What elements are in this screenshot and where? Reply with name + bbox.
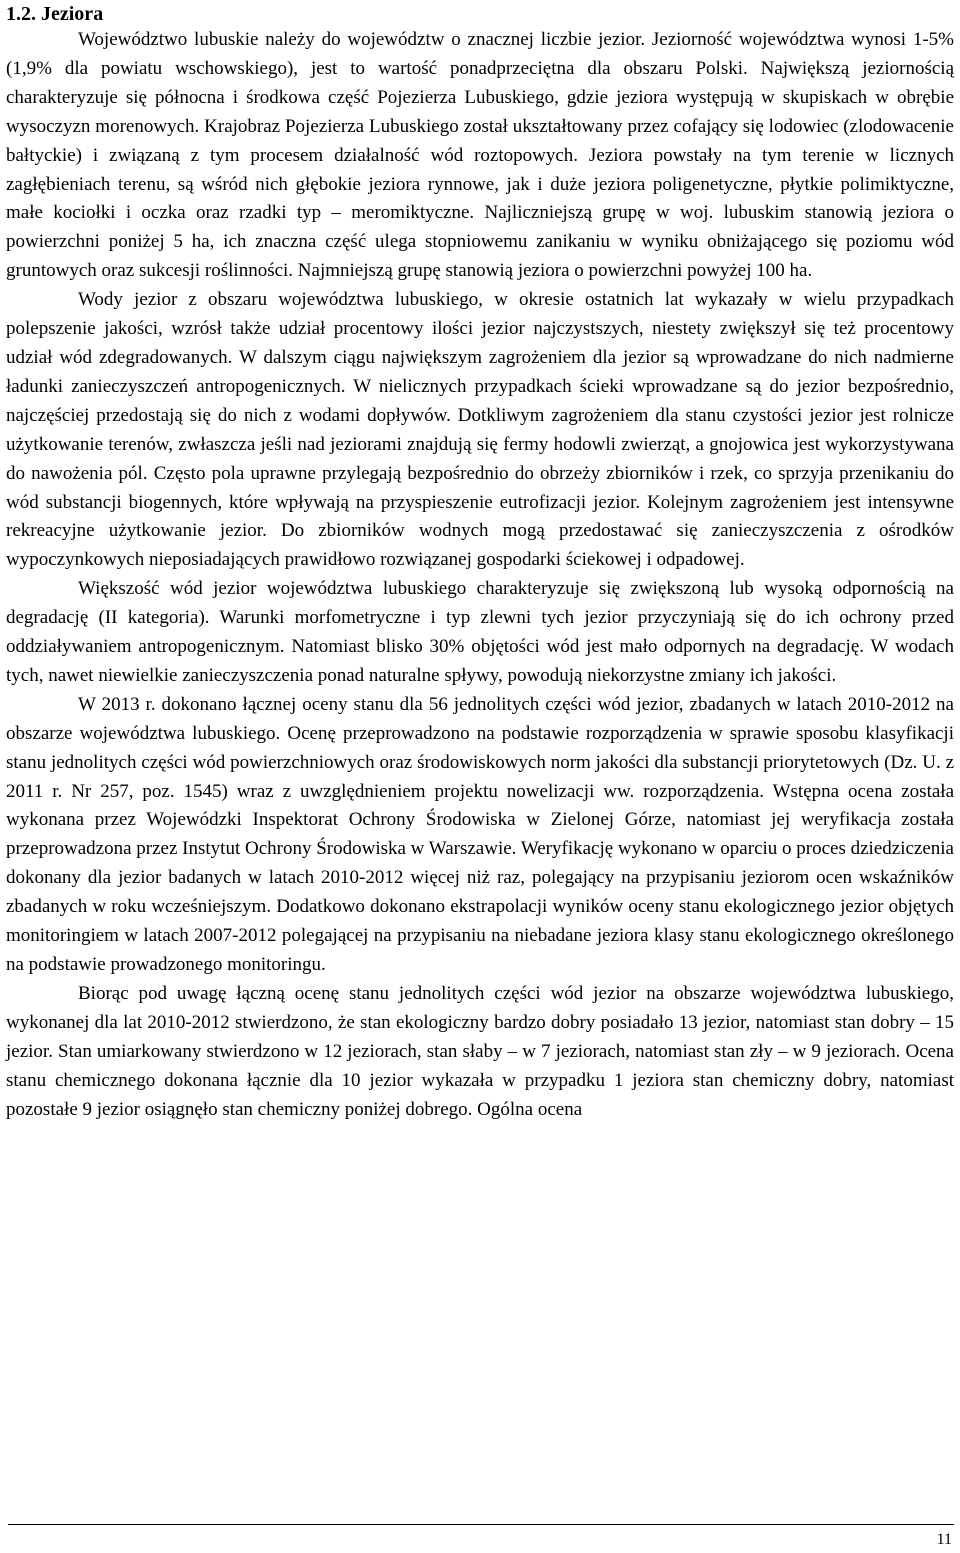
paragraph-lakes-overview: Województwo lubuskie należy do województw o znacznej liczbie jezior. Jeziorność województwa wynosi 1-5% (1,9% dla powiatu wschowskiego), jest to wartość ponadprzeciętna dla obszaru Polski. Największą jeziornością charakteryzuje się północna i środkowa część Pojezierza Lubuskiego, gdzie jeziora występują w skupiskach w obrębie wysoczyzn morenowych. Krajobraz Pojezierza Lubuskiego został ukształtowany przez cofający się lodowiec (zlodowacenie bałtyckie) i związaną z tym procesem działalność wód roztopowych. Jeziora powstały na tym terenie w licznych zagłębieniach terenu, są wśród nich głębokie jeziora rynnowe, jak i duże jeziora poligenetyczne, płytkie polimiktyczne, małe kociołki i oczka oraz rzadki typ – meromiktyczne. Najliczniejszą grupę w woj. lubuskim stanowią jeziora o powierzchni poniżej 5 ha, ich znaczna część ulega stopniowemu zanikaniu w wyniku obniżającego się poziomu wód gruntowych oraz sukcesji roślinności. Najmniejszą grupę stanowią jeziora o powierzchni powyżej 100 ha. <box>6 29 954 282</box>
paragraph-2013-assessment: W 2013 r. dokonano łącznej oceny stanu dla 56 jednolitych części wód jezior, zbadanych w latach 2010-2012 na obszarze województwa lubuskiego. Ocenę przeprowadzono na podstawie rozporządzenia w sprawie sposobu klasyfikacji stanu jednolitych części wód powierzchniowych oraz środowiskowych norm jakości dla substancji priorytetowych (Dz. U. z 2011 r. Nr 257, poz. 1545) wraz z uwzględnieniem projektu nowelizacji ww. rozporządzenia. Wstępna ocena została wykonana przez Wojewódzki Inspektorat Ochrony Środowiska w Zielonej Górze, natomiast jej weryfikacja została przeprowadzona przez Instytut Ochrony Środowiska w Warszawie. Weryfikację wykonano w oparciu o proces dziedziczenia dokonany dla jezior badanych w latach 2010-2012 więcej niż raz, polegający na przypisaniu jeziorom ocen wskaźników zbadanych w roku wcześniejszym. Dodatkowo dokonano ekstrapolacji wyników oceny stanu ekologicznego jezior objętych monitoringiem w latach 2007-2012 polegającej na przypisaniu na niebadane jeziora klasy stanu ekologicznego określonego na podstawie prowadzonego monitoringu. <box>6 693 954 975</box>
paragraph-degradation-resistance: Większość wód jezior województwa lubuskiego charakteryzuje się zwiększoną lub wysoką odpornością na degradację (II kategoria). Warunki morfometryczne i typ zlewni tych jezior przyczyniają się do ich ochrony przed oddziaływaniem antropogenicznym. Natomiast blisko 30% objętości wód jest mało odpornych na degradację. W wodach tych, nawet niewielkie zanieczyszczenia ponad naturalne spływy, powodują niekorzystne zmiany ich jakości. <box>6 578 954 686</box>
page-number: 11 <box>936 1531 952 1548</box>
paragraph-water-quality-threats: Wody jezior z obszaru województwa lubuskiego, w okresie ostatnich lat wykazały w wielu przypadkach polepszenie jakości, wzrósł także udział procentowy ilości jezior najczystszych, niestety zwiększył się też procentowy udział wód zdegradowanych. W dalszym ciągu największym zagrożeniem dla jezior są wprowadzane do nich nadmierne ładunki zanieczyszczeń antropogenicznych. W nielicznych przypadkach ścieki wprowadzane są do jezior bezpośrednio, najczęściej przedostają się do nich z wodami dopływów. Dotkliwym zagrożeniem dla stanu czystości jezior jest rolnicze użytkowanie terenów, zwłaszcza jeśli nad jeziorami znajdują się fermy hodowli zwierząt, a gnojowica jest wykorzystywana do nawożenia pól. Często pola uprawne przylegają bezpośrednio do obrzeży zbiorników i rzek, co sprzyja przenikaniu do wód substancji biogennych, które wpływają na przyspieszenie eutrofizacji jezior. Kolejnym zagrożeniem jest intensywne rekreacyjne użytkowanie jezior. Do zbiorników wodnych mogą przedostawać się zanieczyszczenia z ośrodków wypoczynkowych nieposiadających prawidłowo rozwiązanej gospodarki ściekowej i odpadowej. <box>6 289 954 571</box>
document-page <box>6 0 954 1124</box>
section-heading: 1.2. Jeziora <box>6 3 104 25</box>
paragraph-assessment-results: Biorąc pod uwagę łączną ocenę stanu jednolitych części wód jezior na obszarze województwa lubuskiego, wykonanej dla lat 2010-2012 stwierdzono, że stan ekologiczny bardzo dobry posiadało 13 jezior, natomiast stan dobry – 15 jezior. Stan umiarkowany stwierdzono w 12 jeziorach, stan słaby – w 7 jeziorach, natomiast stan zły – w 9 jeziorach. Ocena stanu chemicznego dokonana łącznie dla 10 jezior wykazała w przypadku 1 jeziora stan chemiczny dobry, natomiast pozostałe 9 jezior osiągnęło stan chemiczny poniżej dobrego. Ogólna ocena <box>6 982 954 1120</box>
footer-divider <box>8 1524 954 1525</box>
